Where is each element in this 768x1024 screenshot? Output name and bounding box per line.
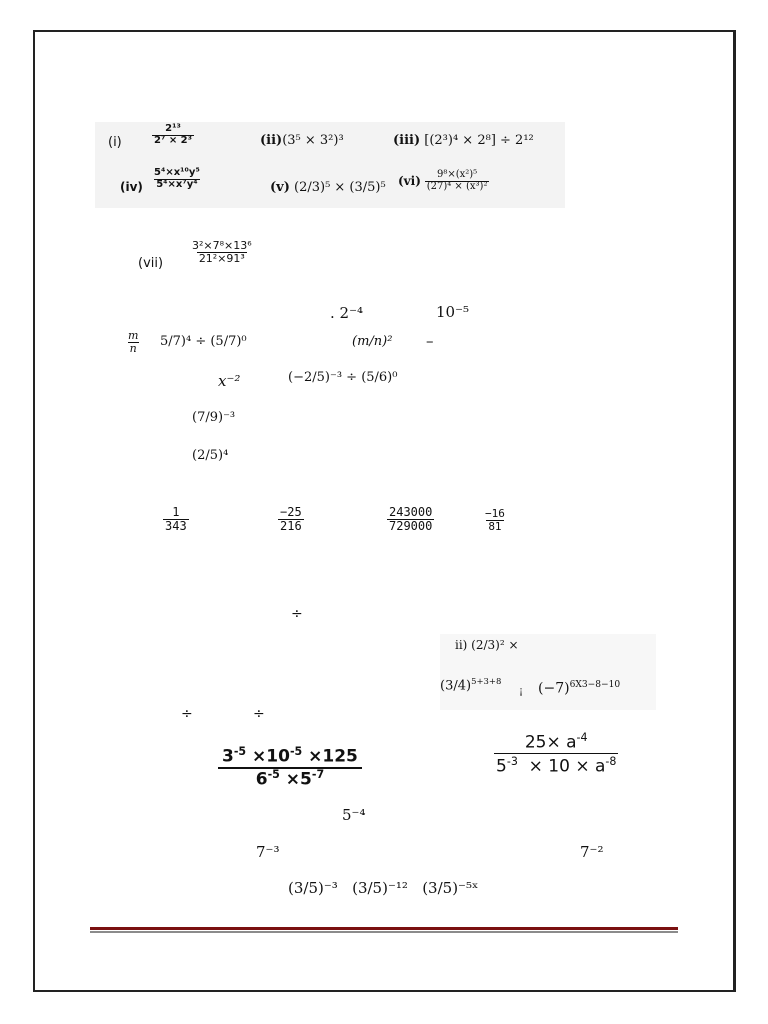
answer-2 [278, 506, 304, 532]
item-ii-expr: (3⁵ × 3²)³ [282, 133, 344, 148]
five-neg4: 5⁻⁴ [342, 806, 366, 824]
item-v-expr: (2/3)⁵ × (3/5)⁵ [294, 180, 386, 195]
exp: -8 [605, 754, 617, 768]
m-over-n [126, 330, 140, 354]
numerator [523, 732, 590, 753]
numerator: 3²×7⁸×13⁶ [192, 239, 252, 252]
three-fifths-neg3: (3/5)⁻³ [288, 879, 338, 897]
exp: -5 [233, 745, 247, 758]
numerator: −16 [485, 507, 505, 520]
division-sign: ÷ [291, 606, 303, 622]
exp: -5 [289, 745, 303, 758]
numerator: 243000 [389, 505, 433, 519]
times-125: ×125 [308, 746, 358, 767]
exp: -4 [576, 731, 588, 744]
answer-1 [163, 506, 189, 532]
item-iv-fraction [152, 168, 202, 190]
item-iii [393, 133, 534, 148]
img-expr2 [538, 680, 620, 697]
base-3: 3 [222, 746, 234, 767]
mn-squared: (m/n)² [352, 334, 393, 349]
item-vi-label: (vi) [398, 174, 421, 188]
numerator [220, 746, 360, 767]
item-iv-label: (iv) [120, 180, 143, 194]
two-neg4: . 2⁻⁴ [330, 304, 364, 322]
img-ii-text: ii) (2/3)² × [455, 638, 519, 652]
three-fifths-neg5x: (3/5)⁻⁵ˣ [422, 879, 479, 897]
denominator: (27)⁴ × (x³)² [426, 180, 488, 192]
big-fraction-2 [494, 732, 618, 776]
last-row [288, 879, 478, 897]
expr-neg2-5: (−2/5)⁻³ ÷ (5/6)⁰ [288, 370, 398, 385]
exp-1: 5+3+8 [471, 676, 502, 686]
base-6: 6 [255, 769, 268, 790]
item-iii-label: (iii) [393, 133, 421, 148]
division-sign-left: ÷ [181, 706, 193, 722]
img-sep: ¡ [519, 686, 524, 697]
seven-neg3: 7⁻³ [256, 843, 280, 861]
denominator: 5⁴×x⁷y⁴ [156, 178, 198, 190]
base-5: 5 [496, 756, 507, 777]
exp: -7 [311, 767, 325, 781]
ten-neg5: 10⁻⁵ [436, 303, 470, 321]
neg-seven: (−7) [538, 680, 570, 697]
seven-neg2: 7⁻² [580, 843, 604, 861]
denominator [494, 753, 618, 777]
x-neg2: x⁻² [218, 372, 241, 390]
numerator: −25 [280, 505, 302, 519]
item-ii [260, 133, 344, 148]
exp: -3 [506, 754, 518, 768]
numerator: m [128, 329, 139, 342]
answer-4 [483, 508, 507, 532]
denominator: 729000 [389, 518, 433, 533]
item-vii-label: (vii) [138, 256, 164, 271]
img-expr1 [440, 676, 501, 693]
dash: – [426, 332, 434, 350]
item-i-label: (i) [108, 135, 122, 150]
three-fifths-neg12: (3/5)⁻¹² [352, 879, 408, 897]
seven-ninths-neg3: (7/9)⁻³ [192, 410, 236, 425]
division-sign-right: ÷ [253, 706, 265, 722]
times-10: ×10 [252, 746, 290, 767]
times-5: ×5 [285, 769, 312, 790]
item-v [270, 180, 386, 195]
exp-2: 6X3−8−10 [569, 680, 621, 690]
expr-5-7: 5/7)⁴ ÷ (5/7)⁰ [160, 334, 247, 349]
big-fraction-1 [220, 746, 360, 789]
footer-rule [90, 927, 678, 930]
denominator: 81 [488, 519, 502, 533]
denominator: n [129, 341, 137, 355]
numerator: 1 [172, 505, 180, 519]
item-vii-fraction [190, 240, 254, 264]
numerator: 5⁴×x¹⁰y⁵ [154, 167, 200, 178]
numerator: 2¹³ [165, 123, 181, 134]
footer-rule-shadow [90, 931, 678, 933]
item-vi [398, 170, 489, 192]
denominator: 343 [165, 518, 187, 533]
item-v-label: (v) [270, 180, 290, 195]
item-ii-label: (ii) [260, 133, 283, 148]
exp: -5 [267, 767, 280, 781]
two-fifths-4: (2/5)⁴ [192, 448, 229, 463]
answer-3 [387, 506, 434, 532]
item-iii-expr: [(2³)⁴ × 2⁸] ÷ 2¹² [424, 133, 534, 148]
denominator: 21²×91³ [198, 251, 245, 265]
three-fourths: (3/4) [440, 678, 472, 694]
den-rest: × 10 × a [528, 756, 606, 777]
numerator: 9⁸×(x²)⁵ [436, 169, 478, 180]
denominator [218, 767, 362, 790]
item-i-fraction [152, 124, 194, 146]
num-text: 25× a [524, 732, 577, 753]
denominator: 216 [280, 518, 302, 533]
denominator: 2⁷ × 2³ [154, 134, 193, 146]
